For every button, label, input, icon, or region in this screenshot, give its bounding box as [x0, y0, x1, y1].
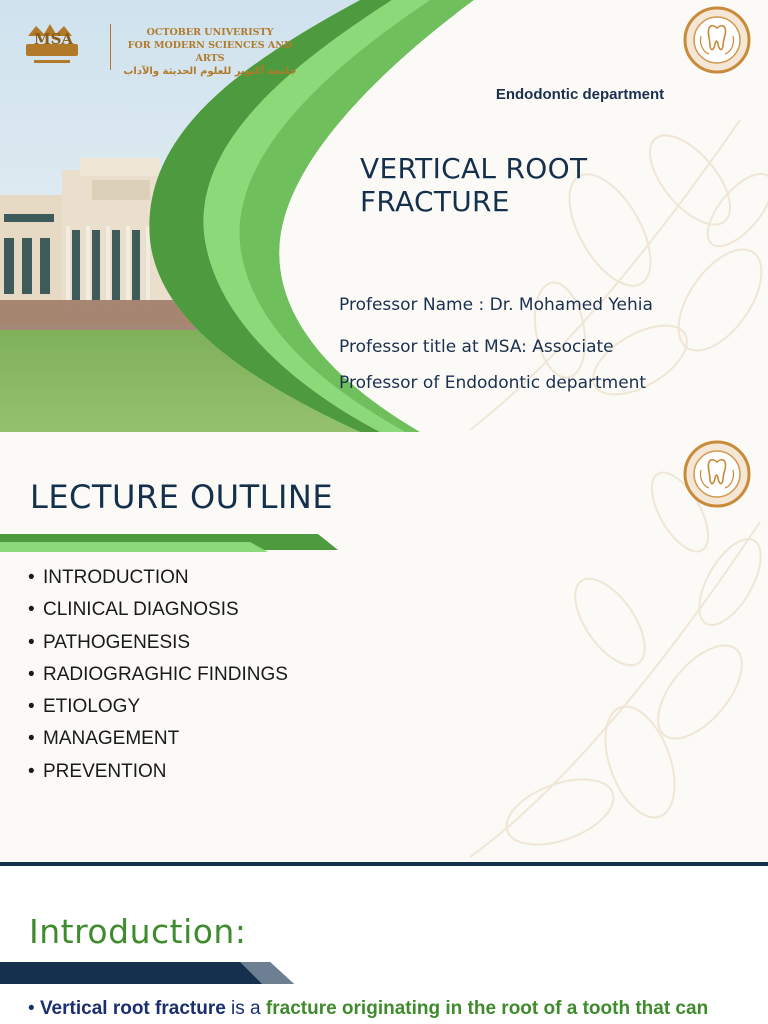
- list-item: • PATHOGENESIS: [28, 631, 191, 653]
- outline-slide: [0, 432, 768, 862]
- introduction-title: Introduction:: [29, 912, 247, 951]
- list-item: • MANAGEMENT: [28, 728, 180, 750]
- lecture-title-line1: VERTICAL ROOT: [360, 152, 588, 185]
- list-item: • CLINICAL DIAGNOSIS: [28, 599, 239, 621]
- professor-title-line2: Professor of Endodontic department: [339, 373, 647, 393]
- outline-list: [28, 562, 288, 788]
- title-slide: [0, 0, 768, 432]
- lecture-title-line2: FRACTURE: [360, 185, 510, 218]
- list-item: • INTRODUCTION: [28, 567, 189, 588]
- list-item: • RADIOGRAGHIC FINDINGS: [28, 663, 288, 685]
- term-highlight: Vertical root fracture: [39, 998, 226, 1019]
- leaf-decoration-icon: [470, 464, 768, 858]
- professor-title-line1: Professor title at MSA: Associate: [339, 337, 614, 357]
- definition-highlight: fracture originating in the root of a tooth that can: [265, 998, 709, 1019]
- msa-university-logo: [14, 18, 297, 77]
- university-name-line2: FOR MODERN SCIENCES AND ARTS: [127, 40, 293, 64]
- faculty-seal-icon: [683, 6, 751, 74]
- msa-brand-text: MSA: [34, 30, 74, 48]
- lecture-title: [360, 152, 740, 218]
- university-name: [120, 26, 300, 78]
- university-name-line1: OCTOBER UNIVERISTY: [146, 27, 274, 38]
- introduction-body: • Vertical root fracture is a fracture originating in the root of a tooth that can: [28, 998, 709, 1019]
- university-name-arabic: جامعة أكتوبر للعلوم الحديثة والآداب: [123, 66, 297, 77]
- faculty-seal-icon: [683, 440, 751, 508]
- logo-divider: [110, 24, 111, 70]
- department-label: Endodontic department: [495, 86, 665, 103]
- professor-name: Professor Name : Dr. Mohamed Yehia: [339, 295, 653, 315]
- introduction-slide: [0, 862, 768, 1024]
- outline-title: LECTURE OUTLINE: [30, 478, 334, 516]
- body-connector: is a: [225, 998, 266, 1019]
- list-item: • PREVENTION: [28, 760, 167, 782]
- list-item: • ETIOLOGY: [28, 696, 141, 718]
